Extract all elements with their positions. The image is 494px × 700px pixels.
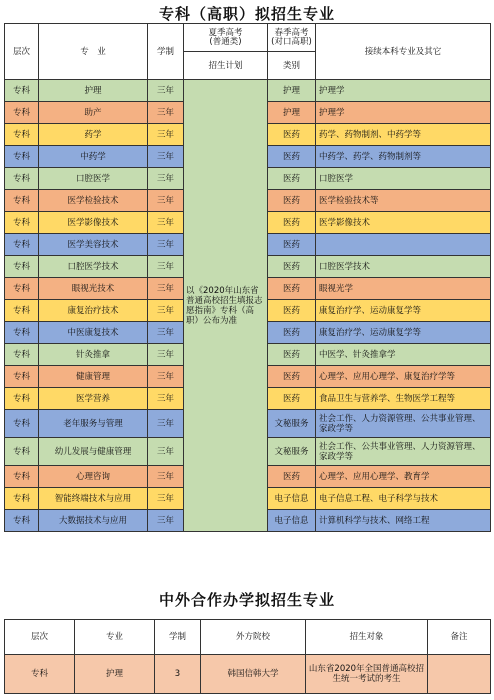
row-duration: 三年 bbox=[148, 168, 184, 190]
row-duration: 三年 bbox=[148, 102, 184, 124]
row-related: 社会工作、人力资源管理、公共事业管理、家政学等 bbox=[316, 410, 491, 438]
row-related: 护理学 bbox=[316, 80, 491, 102]
row-level: 专科 bbox=[5, 278, 39, 300]
row-major: 医学营养 bbox=[39, 388, 148, 410]
coop-remarks bbox=[428, 655, 491, 694]
header-summer-exam: 夏季高考 (普通类) bbox=[184, 24, 268, 52]
row-category: 医药 bbox=[268, 322, 316, 344]
row-related: 口腔医学技术 bbox=[316, 256, 491, 278]
row-related: 医学检验技术等 bbox=[316, 190, 491, 212]
coop-header-level: 层次 bbox=[5, 620, 75, 655]
row-duration: 三年 bbox=[148, 488, 184, 510]
row-level: 专科 bbox=[5, 466, 39, 488]
header-spring-exam: 春季高考 (对口高职) bbox=[268, 24, 316, 52]
row-category: 医药 bbox=[268, 124, 316, 146]
row-duration: 三年 bbox=[148, 212, 184, 234]
row-major: 口腔医学 bbox=[39, 168, 148, 190]
row-major: 心理咨询 bbox=[39, 466, 148, 488]
row-duration: 三年 bbox=[148, 146, 184, 168]
row-level: 专科 bbox=[5, 146, 39, 168]
header-category: 类别 bbox=[268, 52, 316, 80]
row-related: 社会工作、公共事业管理、人力资源管理、家政学等 bbox=[316, 438, 491, 466]
row-major: 医学美容技术 bbox=[39, 234, 148, 256]
row-major: 医学影像技术 bbox=[39, 212, 148, 234]
coop-header-major: 专业 bbox=[75, 620, 155, 655]
row-level: 专科 bbox=[5, 488, 39, 510]
header-level: 层次 bbox=[5, 24, 39, 80]
page-title: 专科（高职）拟招生专业 bbox=[158, 5, 335, 23]
row-related: 食品卫生与营养学、生物医学工程等 bbox=[316, 388, 491, 410]
row-related: 药学、药物制剂、中药学等 bbox=[316, 124, 491, 146]
row-related: 心理学、应用心理学、康复治疗学等 bbox=[316, 366, 491, 388]
row-duration: 三年 bbox=[148, 438, 184, 466]
row-level: 专科 bbox=[5, 388, 39, 410]
row-duration: 三年 bbox=[148, 190, 184, 212]
row-category: 文秘服务 bbox=[268, 410, 316, 438]
coop-duration: 3 bbox=[155, 655, 201, 694]
row-level: 专科 bbox=[5, 190, 39, 212]
row-major: 眼视光技术 bbox=[39, 278, 148, 300]
row-category: 护理 bbox=[268, 102, 316, 124]
row-category: 护理 bbox=[268, 80, 316, 102]
row-major: 中医康复技术 bbox=[39, 322, 148, 344]
table-row bbox=[5, 80, 491, 102]
header-duration: 学制 bbox=[148, 24, 184, 80]
row-duration: 三年 bbox=[148, 256, 184, 278]
row-category: 医药 bbox=[268, 256, 316, 278]
row-level: 专科 bbox=[5, 102, 39, 124]
row-level: 专科 bbox=[5, 300, 39, 322]
coop-major: 护理 bbox=[75, 655, 155, 694]
row-major: 口腔医学技术 bbox=[39, 256, 148, 278]
row-major: 药学 bbox=[39, 124, 148, 146]
row-category: 电子信息 bbox=[268, 488, 316, 510]
header-plan: 招生计划 bbox=[184, 52, 268, 80]
row-related: 计算机科学与技术、网络工程 bbox=[316, 510, 491, 532]
row-category: 医药 bbox=[268, 300, 316, 322]
row-major: 助产 bbox=[39, 102, 148, 124]
coop-header-remarks: 备注 bbox=[428, 620, 491, 655]
row-level: 专科 bbox=[5, 510, 39, 532]
row-duration: 三年 bbox=[148, 124, 184, 146]
row-related: 中医学、针灸推拿学 bbox=[316, 344, 491, 366]
row-level: 专科 bbox=[5, 344, 39, 366]
row-major: 大数据技术与应用 bbox=[39, 510, 148, 532]
row-category: 医药 bbox=[268, 278, 316, 300]
row-level: 专科 bbox=[5, 124, 39, 146]
coop-title: 中外合作办学拟招生专业 bbox=[158, 591, 335, 609]
row-duration: 三年 bbox=[148, 510, 184, 532]
major-table bbox=[4, 23, 491, 532]
row-related: 眼视光学 bbox=[316, 278, 491, 300]
row-level: 专科 bbox=[5, 256, 39, 278]
row-category: 医药 bbox=[268, 146, 316, 168]
row-related: 中药学、药学、药物制剂等 bbox=[316, 146, 491, 168]
row-category: 文秘服务 bbox=[268, 438, 316, 466]
row-major: 智能终端技术与应用 bbox=[39, 488, 148, 510]
row-related: 康复治疗学、运动康复学等 bbox=[316, 322, 491, 344]
row-duration: 三年 bbox=[148, 278, 184, 300]
row-level: 专科 bbox=[5, 80, 39, 102]
row-related bbox=[316, 234, 491, 256]
enrollment-plan-note: 以《2020年山东省普通高校招生填报志愿指南》专科（高职）公布为准 bbox=[184, 80, 268, 532]
row-duration: 三年 bbox=[148, 388, 184, 410]
row-category: 医药 bbox=[268, 168, 316, 190]
row-category: 电子信息 bbox=[268, 510, 316, 532]
row-major: 老年服务与管理 bbox=[39, 410, 148, 438]
row-duration: 三年 bbox=[148, 466, 184, 488]
row-related: 护理学 bbox=[316, 102, 491, 124]
row-category: 医药 bbox=[268, 212, 316, 234]
header-major: 专 业 bbox=[39, 24, 148, 80]
row-level: 专科 bbox=[5, 212, 39, 234]
row-related: 心理学、应用心理学、教育学 bbox=[316, 466, 491, 488]
row-major: 针灸推拿 bbox=[39, 344, 148, 366]
row-duration: 三年 bbox=[148, 344, 184, 366]
row-related: 医学影像技术 bbox=[316, 212, 491, 234]
row-major: 康复治疗技术 bbox=[39, 300, 148, 322]
row-level: 专科 bbox=[5, 366, 39, 388]
coop-header-duration: 学制 bbox=[155, 620, 201, 655]
row-related: 康复治疗学、运动康复学等 bbox=[316, 300, 491, 322]
row-duration: 三年 bbox=[148, 80, 184, 102]
row-duration: 三年 bbox=[148, 322, 184, 344]
coop-header-target: 招生对象 bbox=[306, 620, 428, 655]
row-major: 健康管理 bbox=[39, 366, 148, 388]
coop-level: 专科 bbox=[5, 655, 75, 694]
row-category: 医药 bbox=[268, 190, 316, 212]
row-level: 专科 bbox=[5, 410, 39, 438]
row-related: 电子信息工程、电子科学与技术 bbox=[316, 488, 491, 510]
header-related: 接续本科专业及其它 bbox=[316, 24, 491, 80]
row-category: 医药 bbox=[268, 234, 316, 256]
row-category: 医药 bbox=[268, 466, 316, 488]
row-major: 医学检验技术 bbox=[39, 190, 148, 212]
row-level: 专科 bbox=[5, 322, 39, 344]
row-major: 中药学 bbox=[39, 146, 148, 168]
row-duration: 三年 bbox=[148, 410, 184, 438]
row-level: 专科 bbox=[5, 234, 39, 256]
coop-target: 山东省2020年全国普通高校招生统一考试的考生 bbox=[306, 655, 428, 694]
row-major: 护理 bbox=[39, 80, 148, 102]
row-duration: 三年 bbox=[148, 366, 184, 388]
row-duration: 三年 bbox=[148, 234, 184, 256]
row-level: 专科 bbox=[5, 438, 39, 466]
coop-partner: 韩国信韩大学 bbox=[201, 655, 306, 694]
row-category: 医药 bbox=[268, 388, 316, 410]
coop-header-partner: 外方院校 bbox=[201, 620, 306, 655]
row-duration: 三年 bbox=[148, 300, 184, 322]
coop-table bbox=[4, 619, 491, 694]
row-category: 医药 bbox=[268, 344, 316, 366]
row-related: 口腔医学 bbox=[316, 168, 491, 190]
row-level: 专科 bbox=[5, 168, 39, 190]
row-major: 幼儿发展与健康管理 bbox=[39, 438, 148, 466]
row-category: 医药 bbox=[268, 366, 316, 388]
